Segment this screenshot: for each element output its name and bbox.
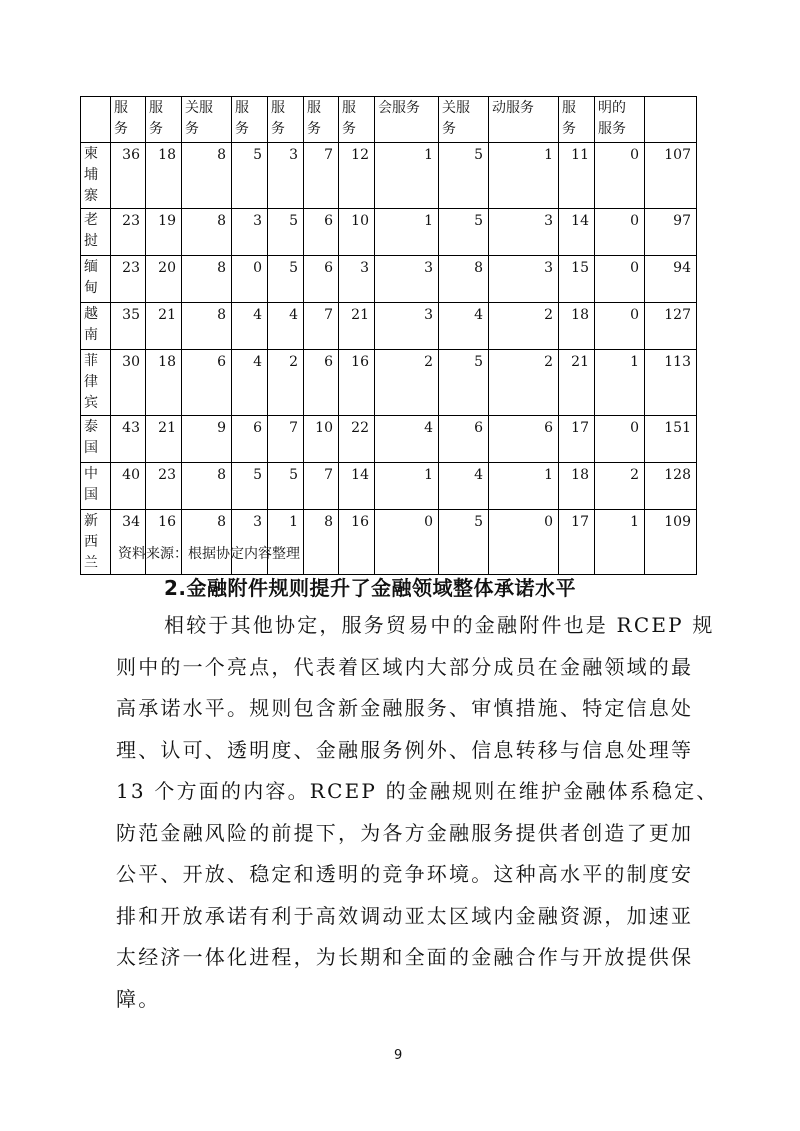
value-cell: 107	[645, 143, 697, 209]
page-number: 9	[394, 1048, 403, 1063]
country-name-char: 菲	[84, 353, 98, 369]
paragraph-line: 防范金融风险的前提下，为各方金融服务提供者创造了更加	[116, 820, 694, 845]
paragraph-line: 障。	[116, 986, 161, 1011]
value-cell: 5	[268, 209, 304, 256]
header-cell-text: 服	[307, 100, 321, 116]
header-cell-text: 动服务	[492, 100, 534, 116]
value-cell: 3	[339, 256, 375, 303]
country-name-char: 柬	[84, 146, 98, 162]
header-cell-text: 务	[149, 121, 163, 137]
header-cell	[375, 97, 439, 143]
value-cell: 8	[439, 256, 489, 303]
value-cell: 2	[375, 350, 439, 416]
value-cell: 17	[559, 416, 595, 463]
header-cell-text: 明的	[598, 100, 626, 116]
value-cell: 6	[439, 416, 489, 463]
country-name-char: 兰	[84, 555, 98, 571]
value-cell: 2	[268, 350, 304, 416]
country-name-char: 甸	[84, 280, 98, 296]
value-cell: 1	[489, 143, 559, 209]
body-paragraph	[116, 605, 719, 1020]
value-cell: 6	[304, 256, 339, 303]
value-cell: 18	[559, 303, 595, 350]
value-cell: 3	[268, 143, 304, 209]
header-cell-text: 服	[562, 100, 576, 116]
value-cell: 3	[375, 303, 439, 350]
header-cell-text: 务	[271, 121, 285, 137]
value-cell: 3	[232, 209, 268, 256]
source-note: 资料来源：根据协定内容整理	[118, 546, 300, 562]
value-cell: 1	[489, 463, 559, 510]
value-cell: 6	[489, 416, 559, 463]
value-cell: 4	[232, 303, 268, 350]
value-cell: 16	[339, 350, 375, 416]
value-cell: 14	[339, 463, 375, 510]
value-cell: 0	[595, 416, 645, 463]
value-cell: 94	[645, 256, 697, 303]
country-cell	[81, 256, 111, 303]
value-cell: 8	[304, 510, 339, 575]
country-name-char: 国	[84, 487, 98, 503]
commitments-table	[80, 96, 697, 575]
country-cell	[81, 463, 111, 510]
header-cell	[111, 97, 146, 143]
value-cell: 109	[645, 510, 697, 575]
value-cell: 4	[375, 416, 439, 463]
value-cell: 127	[645, 303, 697, 350]
value-cell: 8	[182, 303, 232, 350]
value-cell: 40	[111, 463, 146, 510]
value-cell: 4	[439, 303, 489, 350]
country-name-char: 宾	[84, 395, 98, 411]
value-cell: 11	[559, 143, 595, 209]
value-cell: 6	[182, 350, 232, 416]
value-cell: 2	[595, 463, 645, 510]
table-row	[81, 463, 697, 510]
value-cell: 9	[182, 416, 232, 463]
table-row	[81, 416, 697, 463]
value-cell: 5	[439, 350, 489, 416]
header-cell-text: 务	[342, 121, 356, 137]
country-name-char: 泰	[84, 419, 98, 435]
header-cell	[182, 97, 232, 143]
value-cell: 8	[182, 209, 232, 256]
value-cell: 5	[439, 143, 489, 209]
table-row	[81, 143, 697, 209]
header-cell	[645, 97, 697, 143]
paragraph-line: 理、认可、透明度、金融服务例外、信息转移与信息处理等	[116, 737, 694, 762]
value-cell: 5	[232, 463, 268, 510]
value-cell: 5	[439, 209, 489, 256]
value-cell: 2	[489, 303, 559, 350]
value-cell: 8	[182, 510, 232, 575]
header-cell-text: 务	[235, 121, 249, 137]
header-cell	[489, 97, 559, 143]
paragraph-line: 高承诺水平。规则包含新金融服务、审慎措施、特定信息处	[116, 696, 694, 720]
country-name-char: 中	[84, 466, 98, 482]
value-cell: 43	[111, 416, 146, 463]
value-cell: 21	[559, 350, 595, 416]
value-cell: 1	[375, 143, 439, 209]
country-name-char: 国	[84, 440, 98, 456]
country-name-char: 律	[84, 374, 98, 390]
value-cell: 1	[375, 463, 439, 510]
value-cell: 0	[489, 510, 559, 575]
value-cell: 35	[111, 303, 146, 350]
value-cell: 1	[268, 510, 304, 575]
paragraph-line: 太经济一体化进程，为长期和全面的金融合作与开放提供保	[116, 945, 694, 969]
country-name-char: 越	[84, 306, 98, 322]
value-cell: 5	[439, 510, 489, 575]
header-cell	[146, 97, 182, 143]
country-cell	[81, 350, 111, 416]
value-cell: 23	[146, 463, 182, 510]
value-cell: 6	[232, 416, 268, 463]
value-cell: 8	[182, 463, 232, 510]
country-name-char: 埔	[84, 167, 98, 183]
value-cell: 14	[559, 209, 595, 256]
header-cell-text: 务	[114, 121, 128, 137]
value-cell: 2	[489, 350, 559, 416]
value-cell: 0	[375, 510, 439, 575]
value-cell: 22	[339, 416, 375, 463]
header-cell	[304, 97, 339, 143]
header-cell-text: 务	[185, 121, 199, 137]
country-name-char: 挝	[84, 233, 98, 249]
value-cell: 23	[111, 209, 146, 256]
value-cell: 21	[339, 303, 375, 350]
paragraph-line: 13 个方面的内容。RCEP 的金融规则在维护金融体系稳定、	[116, 779, 719, 803]
value-cell: 8	[182, 143, 232, 209]
value-cell: 0	[595, 209, 645, 256]
value-cell: 10	[304, 416, 339, 463]
country-name-char: 缅	[84, 259, 98, 275]
value-cell: 36	[111, 143, 146, 209]
value-cell: 16	[339, 510, 375, 575]
header-cell	[339, 97, 375, 143]
country-name-char: 老	[84, 212, 98, 228]
header-cell-text: 务	[562, 121, 576, 137]
header-cell	[232, 97, 268, 143]
value-cell: 7	[268, 416, 304, 463]
value-cell: 23	[111, 256, 146, 303]
value-cell: 7	[304, 303, 339, 350]
value-cell: 16	[146, 510, 182, 575]
value-cell: 151	[645, 416, 697, 463]
value-cell: 19	[146, 209, 182, 256]
country-name-char: 南	[84, 327, 98, 343]
country-cell	[81, 510, 111, 575]
section-heading: 2.金融附件规则提升了金融领域整体承诺水平	[164, 576, 577, 600]
table-header-row	[81, 97, 697, 143]
value-cell: 6	[304, 209, 339, 256]
country-cell	[81, 143, 111, 209]
value-cell: 5	[232, 143, 268, 209]
value-cell: 3	[489, 256, 559, 303]
value-cell: 4	[268, 303, 304, 350]
value-cell: 12	[339, 143, 375, 209]
country-name-char: 西	[84, 534, 98, 550]
table-row	[81, 209, 697, 256]
value-cell: 6	[304, 350, 339, 416]
value-cell: 18	[146, 350, 182, 416]
header-cell-text: 关服	[185, 100, 213, 116]
value-cell: 3	[232, 510, 268, 575]
value-cell: 0	[232, 256, 268, 303]
value-cell: 34	[111, 510, 146, 575]
country-name-char: 新	[84, 513, 98, 529]
value-cell: 4	[232, 350, 268, 416]
value-cell: 18	[146, 143, 182, 209]
header-cell	[81, 97, 111, 143]
value-cell: 8	[182, 256, 232, 303]
value-cell: 7	[304, 463, 339, 510]
paragraph-line: 相较于其他协定，服务贸易中的金融附件也是 RCEP 规	[164, 613, 715, 637]
header-cell	[559, 97, 595, 143]
paragraph-line: 公平、开放、稳定和透明的竞争环境。这种高水平的制度安	[116, 862, 694, 886]
value-cell: 97	[645, 209, 697, 256]
country-cell	[81, 209, 111, 256]
paragraph-line: 则中的一个亮点，代表着区域内大部分成员在金融领域的最	[116, 654, 694, 679]
value-cell: 7	[304, 143, 339, 209]
value-cell: 21	[146, 303, 182, 350]
value-cell: 10	[339, 209, 375, 256]
header-cell-text: 服	[114, 100, 128, 116]
header-cell-text: 服	[271, 100, 285, 116]
value-cell: 17	[559, 510, 595, 575]
value-cell: 20	[146, 256, 182, 303]
header-cell-text: 服务	[598, 121, 626, 137]
value-cell: 0	[595, 143, 645, 209]
value-cell: 0	[595, 256, 645, 303]
value-cell: 3	[375, 256, 439, 303]
value-cell: 1	[595, 350, 645, 416]
value-cell: 18	[559, 463, 595, 510]
header-cell-text: 务	[307, 121, 321, 137]
value-cell: 113	[645, 350, 697, 416]
value-cell: 15	[559, 256, 595, 303]
value-cell: 5	[268, 463, 304, 510]
value-cell: 1	[375, 209, 439, 256]
header-cell-text: 服	[235, 100, 249, 116]
paragraph-line: 排和开放承诺有利于高效调动亚太区域内金融资源，加速亚	[116, 903, 694, 928]
value-cell: 1	[595, 510, 645, 575]
value-cell: 4	[439, 463, 489, 510]
header-cell-text: 服	[342, 100, 356, 116]
table-row	[81, 510, 697, 575]
value-cell: 30	[111, 350, 146, 416]
header-cell-text: 关服	[442, 100, 470, 116]
value-cell: 21	[146, 416, 182, 463]
header-cell	[439, 97, 489, 143]
header-cell-text: 务	[442, 121, 456, 137]
header-cell-text: 会服务	[378, 100, 420, 116]
value-cell: 3	[489, 209, 559, 256]
country-cell	[81, 416, 111, 463]
country-name-char: 寨	[84, 188, 98, 204]
header-cell-text: 服	[149, 100, 163, 116]
value-cell: 128	[645, 463, 697, 510]
value-cell: 5	[268, 256, 304, 303]
header-cell	[595, 97, 645, 143]
header-cell	[268, 97, 304, 143]
table-row	[81, 256, 697, 303]
table-row	[81, 350, 697, 416]
country-cell	[81, 303, 111, 350]
table-row	[81, 303, 697, 350]
value-cell: 0	[595, 303, 645, 350]
